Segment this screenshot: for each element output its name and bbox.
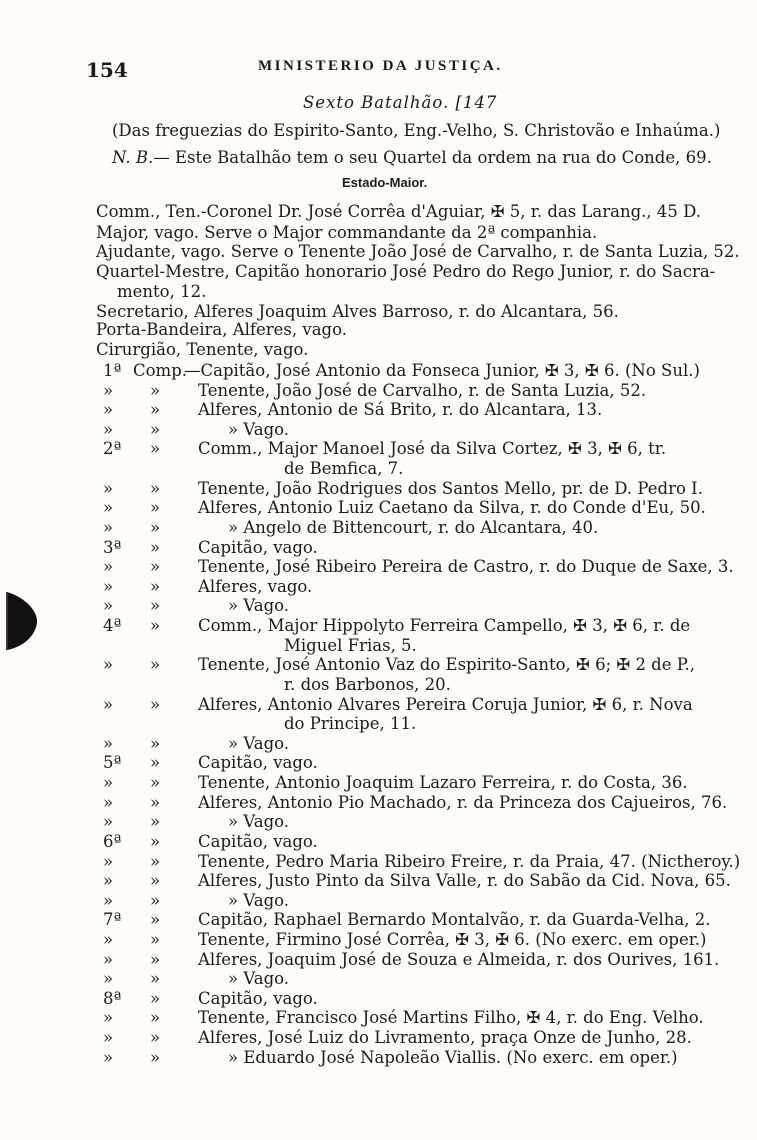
ditto-marker: » <box>150 753 161 772</box>
company-entry: Comm., Major Manoel José da Silva Cortez, ✠ 3, ✠ 6, tr. <box>198 439 667 458</box>
ditto-marker: » <box>150 773 161 792</box>
company-marker: 3ª <box>103 538 122 557</box>
ditto-marker: » <box>150 891 161 910</box>
company-entry: » Vago. <box>228 420 290 439</box>
company-marker: » <box>103 400 114 419</box>
company-entry: » Vago. <box>228 812 290 831</box>
company-entry: Alferes, Justo Pinto da Silva Valle, r. do Sabão da Cid. Nova, 65. <box>198 871 731 890</box>
company-marker: 2ª <box>103 439 122 458</box>
company-marker: » <box>103 812 114 831</box>
ditto-marker: » <box>150 969 161 988</box>
company-marker: 5ª <box>103 753 122 772</box>
ditto-marker: » <box>150 381 161 400</box>
ditto-marker: » <box>150 734 161 753</box>
ditto-marker: » <box>150 1028 161 1047</box>
company-entry: Comm., Major Hippolyto Ferreira Campello, ✠ 3, ✠ 6, r. de <box>198 616 691 635</box>
ditto-marker: » <box>150 832 161 851</box>
company-marker: 4ª <box>103 616 122 635</box>
company-marker: » <box>103 420 114 439</box>
company-marker: » <box>103 695 114 714</box>
company-entry: » Vago. <box>228 969 290 988</box>
company-marker: 7ª <box>103 910 122 929</box>
note-line <box>112 148 712 168</box>
staff-line: Quartel-Mestre, Capitão honorario José Pedro do Rego Junior, r. do Sacra- <box>96 262 716 281</box>
company-entry: Tenente, João José de Carvalho, r. de Santa Luzia, 52. <box>198 381 647 400</box>
ditto-marker: » <box>150 655 161 674</box>
company-marker: » <box>103 773 114 792</box>
ditto-marker: » <box>150 557 161 576</box>
company-entry: Capitão, Raphael Bernardo Montalvão, r. da Guarda-Velha, 2. <box>198 910 711 929</box>
company-entry: Tenente, João Rodrigues dos Santos Mello, pr. de D. Pedro I. <box>198 479 703 498</box>
company-entry: Tenente, Firmino José Corrêa, ✠ 3, ✠ 6. (No exerc. em oper.) <box>198 930 707 949</box>
ditto-marker: » <box>150 439 161 458</box>
staff-line: mento, 12. <box>117 282 207 301</box>
ditto-marker: » <box>150 420 161 439</box>
ditto-marker: » <box>150 616 161 635</box>
company-marker: » <box>103 498 114 517</box>
company-marker: » <box>103 969 114 988</box>
company-marker: 1ª <box>103 361 122 380</box>
company-entry: Alferes, vago. <box>198 577 313 596</box>
company-entry: Alferes, Antonio Alvares Pereira Coruja Junior, ✠ 6, r. Nova <box>198 695 693 714</box>
ditto-marker: » <box>150 852 161 871</box>
company-marker: » <box>103 577 114 596</box>
company-entry: Alferes, Antonio de Sá Brito, r. do Alcantara, 13. <box>198 400 603 419</box>
company-entry: Tenente, José Antonio Vaz do Espirito-Santo, ✠ 6; ✠ 2 de P., <box>198 655 696 674</box>
page-number: 154 <box>86 58 128 82</box>
ditto-marker: » <box>150 596 161 615</box>
ditto-marker: » <box>150 930 161 949</box>
ditto-marker: » <box>150 400 161 419</box>
staff-line: Major, vago. Serve o Major commandante da 2ª companhia. <box>96 223 598 242</box>
ditto-marker: » <box>150 538 161 557</box>
company-entry: Capitão, vago. <box>198 989 318 1008</box>
ditto-marker: » <box>150 910 161 929</box>
ditto-marker: » <box>150 1048 161 1067</box>
company-marker: » <box>103 479 114 498</box>
staff-line: Comm., Ten.-Coronel Dr. José Corrêa d'Aguiar, ✠ 5, r. das Larang., 45 D. <box>96 202 701 221</box>
company-entry: Tenente, Pedro Maria Ribeiro Freire, r. da Praia, 47. (Nictheroy.) <box>198 852 741 871</box>
company-entry: Capitão, vago. <box>198 753 318 772</box>
company-marker: » <box>103 1048 114 1067</box>
company-entry: r. dos Barbonos, 20. <box>284 675 451 694</box>
ditto-marker: » <box>150 498 161 517</box>
staff-line: Secretario, Alferes Joaquim Alves Barroso, r. do Alcantara, 56. <box>96 302 619 321</box>
ditto-marker: » <box>150 577 161 596</box>
running-title: MINISTERIO DA JUSTIÇA. <box>258 58 503 74</box>
note-text: Este Batalhão tem o seu Quartel da ordem na rua do Conde, 69. <box>175 148 712 167</box>
page-edge-mark-icon <box>5 588 39 654</box>
staff-heading: Estado-Maior. <box>342 175 428 190</box>
company-marker: » <box>103 1008 114 1027</box>
company-marker: » <box>103 793 114 812</box>
company-entry: Alferes, Antonio Luiz Caetano da Silva, r. do Conde d'Eu, 50. <box>198 498 706 517</box>
company-marker: » <box>103 518 114 537</box>
company-entry: » Eduardo José Napoleão Viallis. (No exerc. em oper.) <box>228 1048 678 1067</box>
company-marker: » <box>103 930 114 949</box>
company-entry: Tenente, José Ribeiro Pereira de Castro, r. do Duque de Saxe, 3. <box>198 557 734 576</box>
company-entry: » Vago. <box>228 596 290 615</box>
company-entry: Capitão, vago. <box>198 832 318 851</box>
company-marker: » <box>103 655 114 674</box>
company-marker: » <box>103 852 114 871</box>
ditto-marker: » <box>150 989 161 1008</box>
ditto-marker: » <box>150 871 161 890</box>
company-marker: » <box>103 557 114 576</box>
company-entry: » Vago. <box>228 891 290 910</box>
ditto-marker: Comp. <box>133 361 188 380</box>
company-marker: 8ª <box>103 989 122 1008</box>
company-entry: Alferes, Antonio Pio Machado, r. da Princeza dos Cajueiros, 76. <box>198 793 728 812</box>
company-entry: Miguel Frias, 5. <box>284 636 417 655</box>
company-entry: » Vago. <box>228 734 290 753</box>
ditto-marker: » <box>150 950 161 969</box>
company-entry: Tenente, Antonio Joaquim Lazaro Ferreira, r. do Costa, 36. <box>198 773 688 792</box>
company-marker: » <box>103 891 114 910</box>
note-label: N. B.— <box>112 148 170 167</box>
company-entry: Alferes, José Luiz do Livramento, praça Onze de Junho, 28. <box>198 1028 692 1047</box>
parishes-line: (Das freguezias do Espirito-Santo, Eng.-Velho, S. Christovão e Inhaúma.) <box>112 121 721 140</box>
company-marker: » <box>103 871 114 890</box>
company-entry: —Capitão, José Antonio da Fonseca Junior, ✠ 3, ✠ 6. (No Sul.) <box>184 361 700 380</box>
company-entry: » Angelo de Bittencourt, r. do Alcantara, 40. <box>228 518 599 537</box>
company-marker: » <box>103 1028 114 1047</box>
company-marker: » <box>103 596 114 615</box>
ditto-marker: » <box>150 518 161 537</box>
ditto-marker: » <box>150 1008 161 1027</box>
battalion-title: Sexto Batalhão. [147 <box>303 93 498 112</box>
company-marker: » <box>103 381 114 400</box>
company-marker: » <box>103 734 114 753</box>
ditto-marker: » <box>150 812 161 831</box>
company-entry: de Bemfica, 7. <box>284 459 404 478</box>
ditto-marker: » <box>150 695 161 714</box>
staff-line: Ajudante, vago. Serve o Tenente João José de Carvalho, r. de Santa Luzia, 52. <box>96 242 740 261</box>
company-entry: do Principe, 11. <box>284 714 417 733</box>
company-entry: Tenente, Francisco José Martins Filho, ✠ 4, r. do Eng. Velho. <box>198 1008 704 1027</box>
staff-line: Cirurgião, Tenente, vago. <box>96 340 309 359</box>
company-entry: Alferes, Joaquim José de Souza e Almeida, r. dos Ourives, 161. <box>198 950 720 969</box>
company-marker: 6ª <box>103 832 122 851</box>
ditto-marker: » <box>150 479 161 498</box>
staff-line: Porta-Bandeira, Alferes, vago. <box>96 320 347 339</box>
ditto-marker: » <box>150 793 161 812</box>
company-marker: » <box>103 950 114 969</box>
company-entry: Capitão, vago. <box>198 538 318 557</box>
